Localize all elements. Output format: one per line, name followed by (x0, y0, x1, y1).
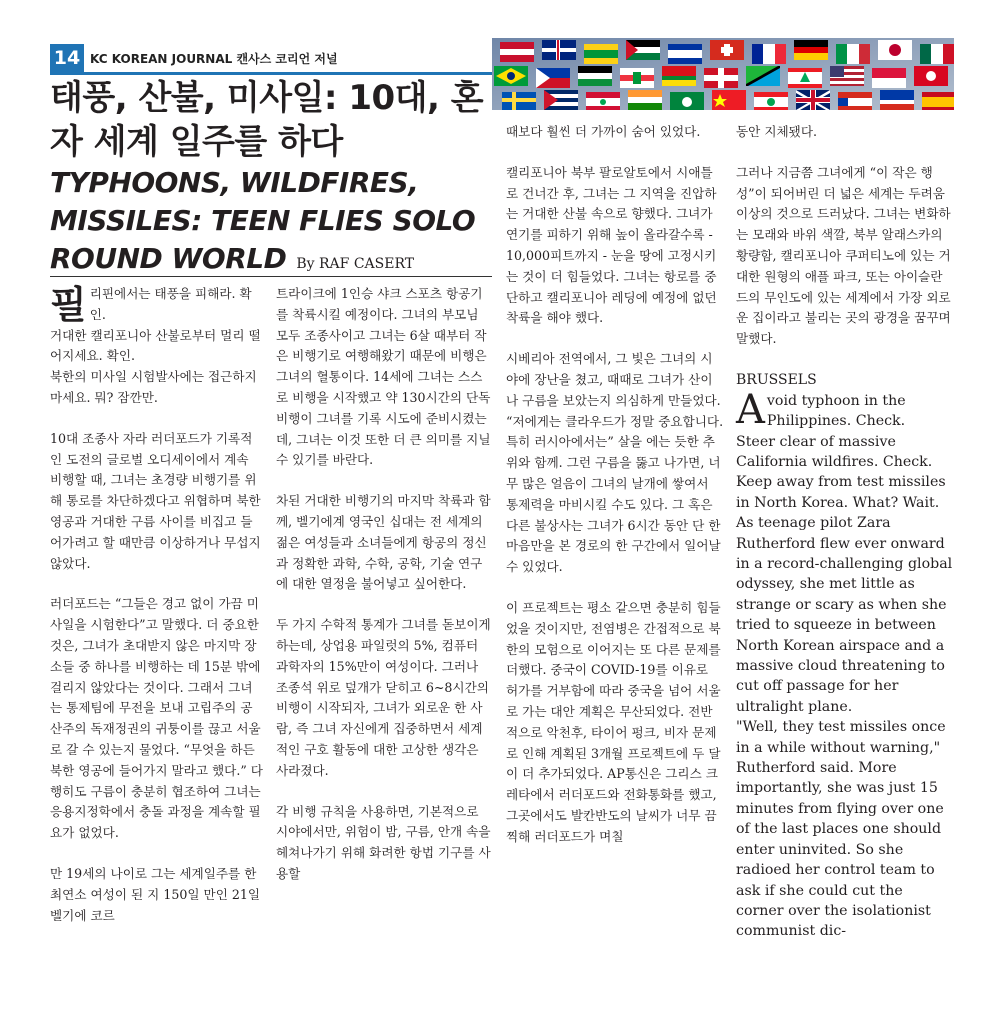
paragraph-text: 리핀에서는 태풍을 피해라. 확인. (89, 286, 252, 322)
paragraph: 동안 지체됐다. (736, 124, 817, 139)
drop-cap: 필 (50, 282, 87, 327)
flag (500, 42, 534, 62)
paragraph: 때보다 훨씬 더 가까이 숨어 있었다. (506, 124, 701, 139)
headline (50, 76, 495, 283)
publication-name: KC KOREAN JOURNAL 캔사스 코리언 저널 (90, 52, 338, 66)
paragraph: 이 프로젝트는 평소 같으면 충분히 힘들었을 것이지만, 전염병은 간접적으로 북한의 모험으로 이어지는 또 다른 문제를 더했다. 중국이 COVID-19를 이유로 허가를 거부함에 따라 중국을 넘어 서울로 가는 대안 계획은 무산되었다. 전반적으로 악천후, 타이어 펑크, 비자 문제로 인해 계획된 3개월 프로젝트에 두 달이 더 추가되었다. AP통신은 그리스 크레타에서 러더포드와 전화통화를 했고, 그곳에서도 발칸반도의 날씨가 너무 끔찍해 러더포드가 며칠 (506, 599, 721, 844)
headline-english (50, 164, 495, 283)
headline-korean: 태풍, 산불, 미사일: 10대, 혼자 세계 일주를 하다 (50, 78, 484, 162)
paragraph-english: Keep away from test missiles in North Korea. What? Wait. (736, 474, 946, 511)
dateline: BRUSSELS (736, 371, 817, 388)
paragraph: 트라이크에 1인승 샤크 스포츠 항공기를 착륙시킬 예정이다. 그녀의 부모님 모두 조종사이고 그녀는 6살 때부터 작은 비행기로 여행해왔기 때문에 비행은 그녀의 혈통이다. 14세에 그녀는 스스로 비행을 시작했고 약 130시간의 단독 비행이 그녀를 기록 시도에 준비시켰는데, 그녀는 이것 또한 더 큰 의미를 지닐 수 있기를 바란다. (276, 286, 491, 468)
paragraph: 시베리아 전역에서, 그 빛은 그녀의 시야에 장난을 쳤고, 때때로 그녀가 산이나 구름을 보았는지 의심하게 만들었다. “저에게는 클라우드가 정말 중요합니다. 특히 러시아에서는” 살을 에는 듯한 추위와 함께. 그런 구름을 뚫고 나가면, 너무 많은 얼음이 그녀의 날개에 쌓여서 통제력을 마비시킬 수도 있다. 그 혹은 다른 불상사는 그녀가 6시간 동안 단 한 마음만을 본 경로의 한 구간에서 일어날 수 있었다. (506, 351, 724, 575)
flags-graphic (492, 38, 954, 110)
column-1 (50, 284, 264, 946)
headline-english-text: TYPHOONS, WILDFIRES, MISSILES: TEEN FLIES SOLO ROUND WORLD (50, 166, 476, 275)
paragraph: 북한의 미사일 시험발사에는 접근하지 마세요. 뭐? 잠깐만. (50, 369, 257, 405)
paragraph-english: As teenage pilot Zara Rutherford flew ever onward in a record-challenging global odyssey, she met little as strange or scary as when she tried to squeeze in between North Korean airspace and a massive cloud threatening to cut off passage for her ultralight plane. (736, 515, 953, 715)
world-flags-image (492, 38, 954, 110)
page-number: 14 (50, 44, 84, 72)
header-rule (50, 72, 492, 75)
paragraph: 각 비행 규칙을 사용하면, 기본적으로 시야에서만, 위험이 밤, 구름, 안개 속을 헤쳐나가기 위해 화려한 항법 기구를 사용할 (276, 803, 491, 881)
paragraph: 러더포드는 “그들은 경고 없이 가끔 미사일을 시험한다”고 말했다. 더 중요한 것은, 그녀가 초대받지 않은 마지막 장소들 중 하나를 비행하는 데 15분 밖에 걸리지 않았다는 것이다. 그래서 그녀는 통제팀에 무전을 보내 고립주의 공산주의 독재정권의 귀퉁이를 끊고 서울로 갈 수 있는지 물었다. “무엇을 하든 북한 영공에 들어가지 말라고 했다.” 다행히도 구름이 충분히 협조하여 그녀는 응용지정학에서 충돌 과정을 계속할 필요가 없었다. (50, 596, 263, 841)
paragraph-english: Steer clear of massive California wildfires. Check. (736, 433, 933, 470)
paragraph (50, 284, 264, 326)
paragraph-english: "Well, they test missiles once in a while without warning," Rutherford said. More importantly, she was just 15 minutes from flying over one of the last places one should enter uninvited. So she radioed her control team to ask if she could cut the corner over the isolationist communist dic- (736, 719, 946, 940)
column-3 (506, 122, 724, 868)
paragraph-text: void typhoon in the Philippines. Check. (766, 392, 906, 430)
column-4 (736, 122, 954, 942)
paragraph: 10대 조종사 자라 러더포드가 기록적인 도전의 글로벌 오디세이에서 계속 비행할 때, 그녀는 초경량 비행기를 위해 통로를 차단하겠다고 위협하며 북한 영공과 거대한 구름 사이를 비집고 들어가려고 할 때만큼 이상하거나 무섭지 않았다. (50, 430, 261, 571)
paragraph: 차된 거대한 비행기의 마지막 착륙과 함께, 벨기에계 영국인 십대는 전 세계의 젊은 여성들과 소녀들에게 항공의 정신과 정확한 과학, 수학, 공학, 기술 연구에 대한 열정을 불어넣고 싶어한다. (276, 493, 491, 592)
column-2 (276, 284, 494, 905)
paragraph: 두 가지 수학적 통계가 그녀를 돋보이게 하는데, 상업용 파일럿의 5%, 컴퓨터 과학자의 15%만이 여성이다. 그러나 조종석 위로 덮개가 닫히고 6~8시간의 비행이 시작되자, 그녀가 외로운 한 사람, 즉 그녀 자신에게 집중하면서 세계적인 구호 활동에 대한 고상한 생각은 사라졌다. (276, 617, 491, 778)
paragraph: 그러나 지금쯤 그녀에게 “이 작은 행성”이 되어버린 더 넓은 세계는 두려움 이상의 것으로 드러났다. 그녀는 변화하는 모래와 바위 색깔, 북부 알래스카의 황량함, 캘리포니아 쿠퍼티노에 있는 거대한 원형의 애플 파크, 또는 아이슬란드의 무인도에 있는 세계에서 가장 외로운 집이라고 불리는 곳의 광경을 꿈꾸며 말했다. (736, 164, 951, 347)
byline: By RAF CASERT (296, 256, 415, 272)
headline-rule (50, 276, 492, 277)
paragraph: 만 19세의 나이로 그는 세계일주를 한 최연소 여성이 된 지 150일 만인 21일 벨기에 코르 (50, 865, 261, 923)
page-header (50, 44, 490, 74)
drop-cap-english: A (736, 386, 765, 433)
paragraph-english (736, 386, 954, 433)
paragraph: 캘리포니아 북부 팔로알토에서 시애틀로 건너간 후, 그녀는 그 지역을 진압하는 거대한 산불 속으로 향했다. 그녀가 연기를 피하기 위해 높이 올라갈수록 - 10,000피트까지 - 눈을 땅에 고정시키는 것이 더 힘들었다. 그녀는 항로를 중단하고 캘리포니아 레딩에 예정에 없던 착륙을 해야 했다. (506, 164, 717, 326)
paragraph: 거대한 캘리포니아 산불로부터 멀리 떨어지세요. 확인. (50, 327, 261, 364)
